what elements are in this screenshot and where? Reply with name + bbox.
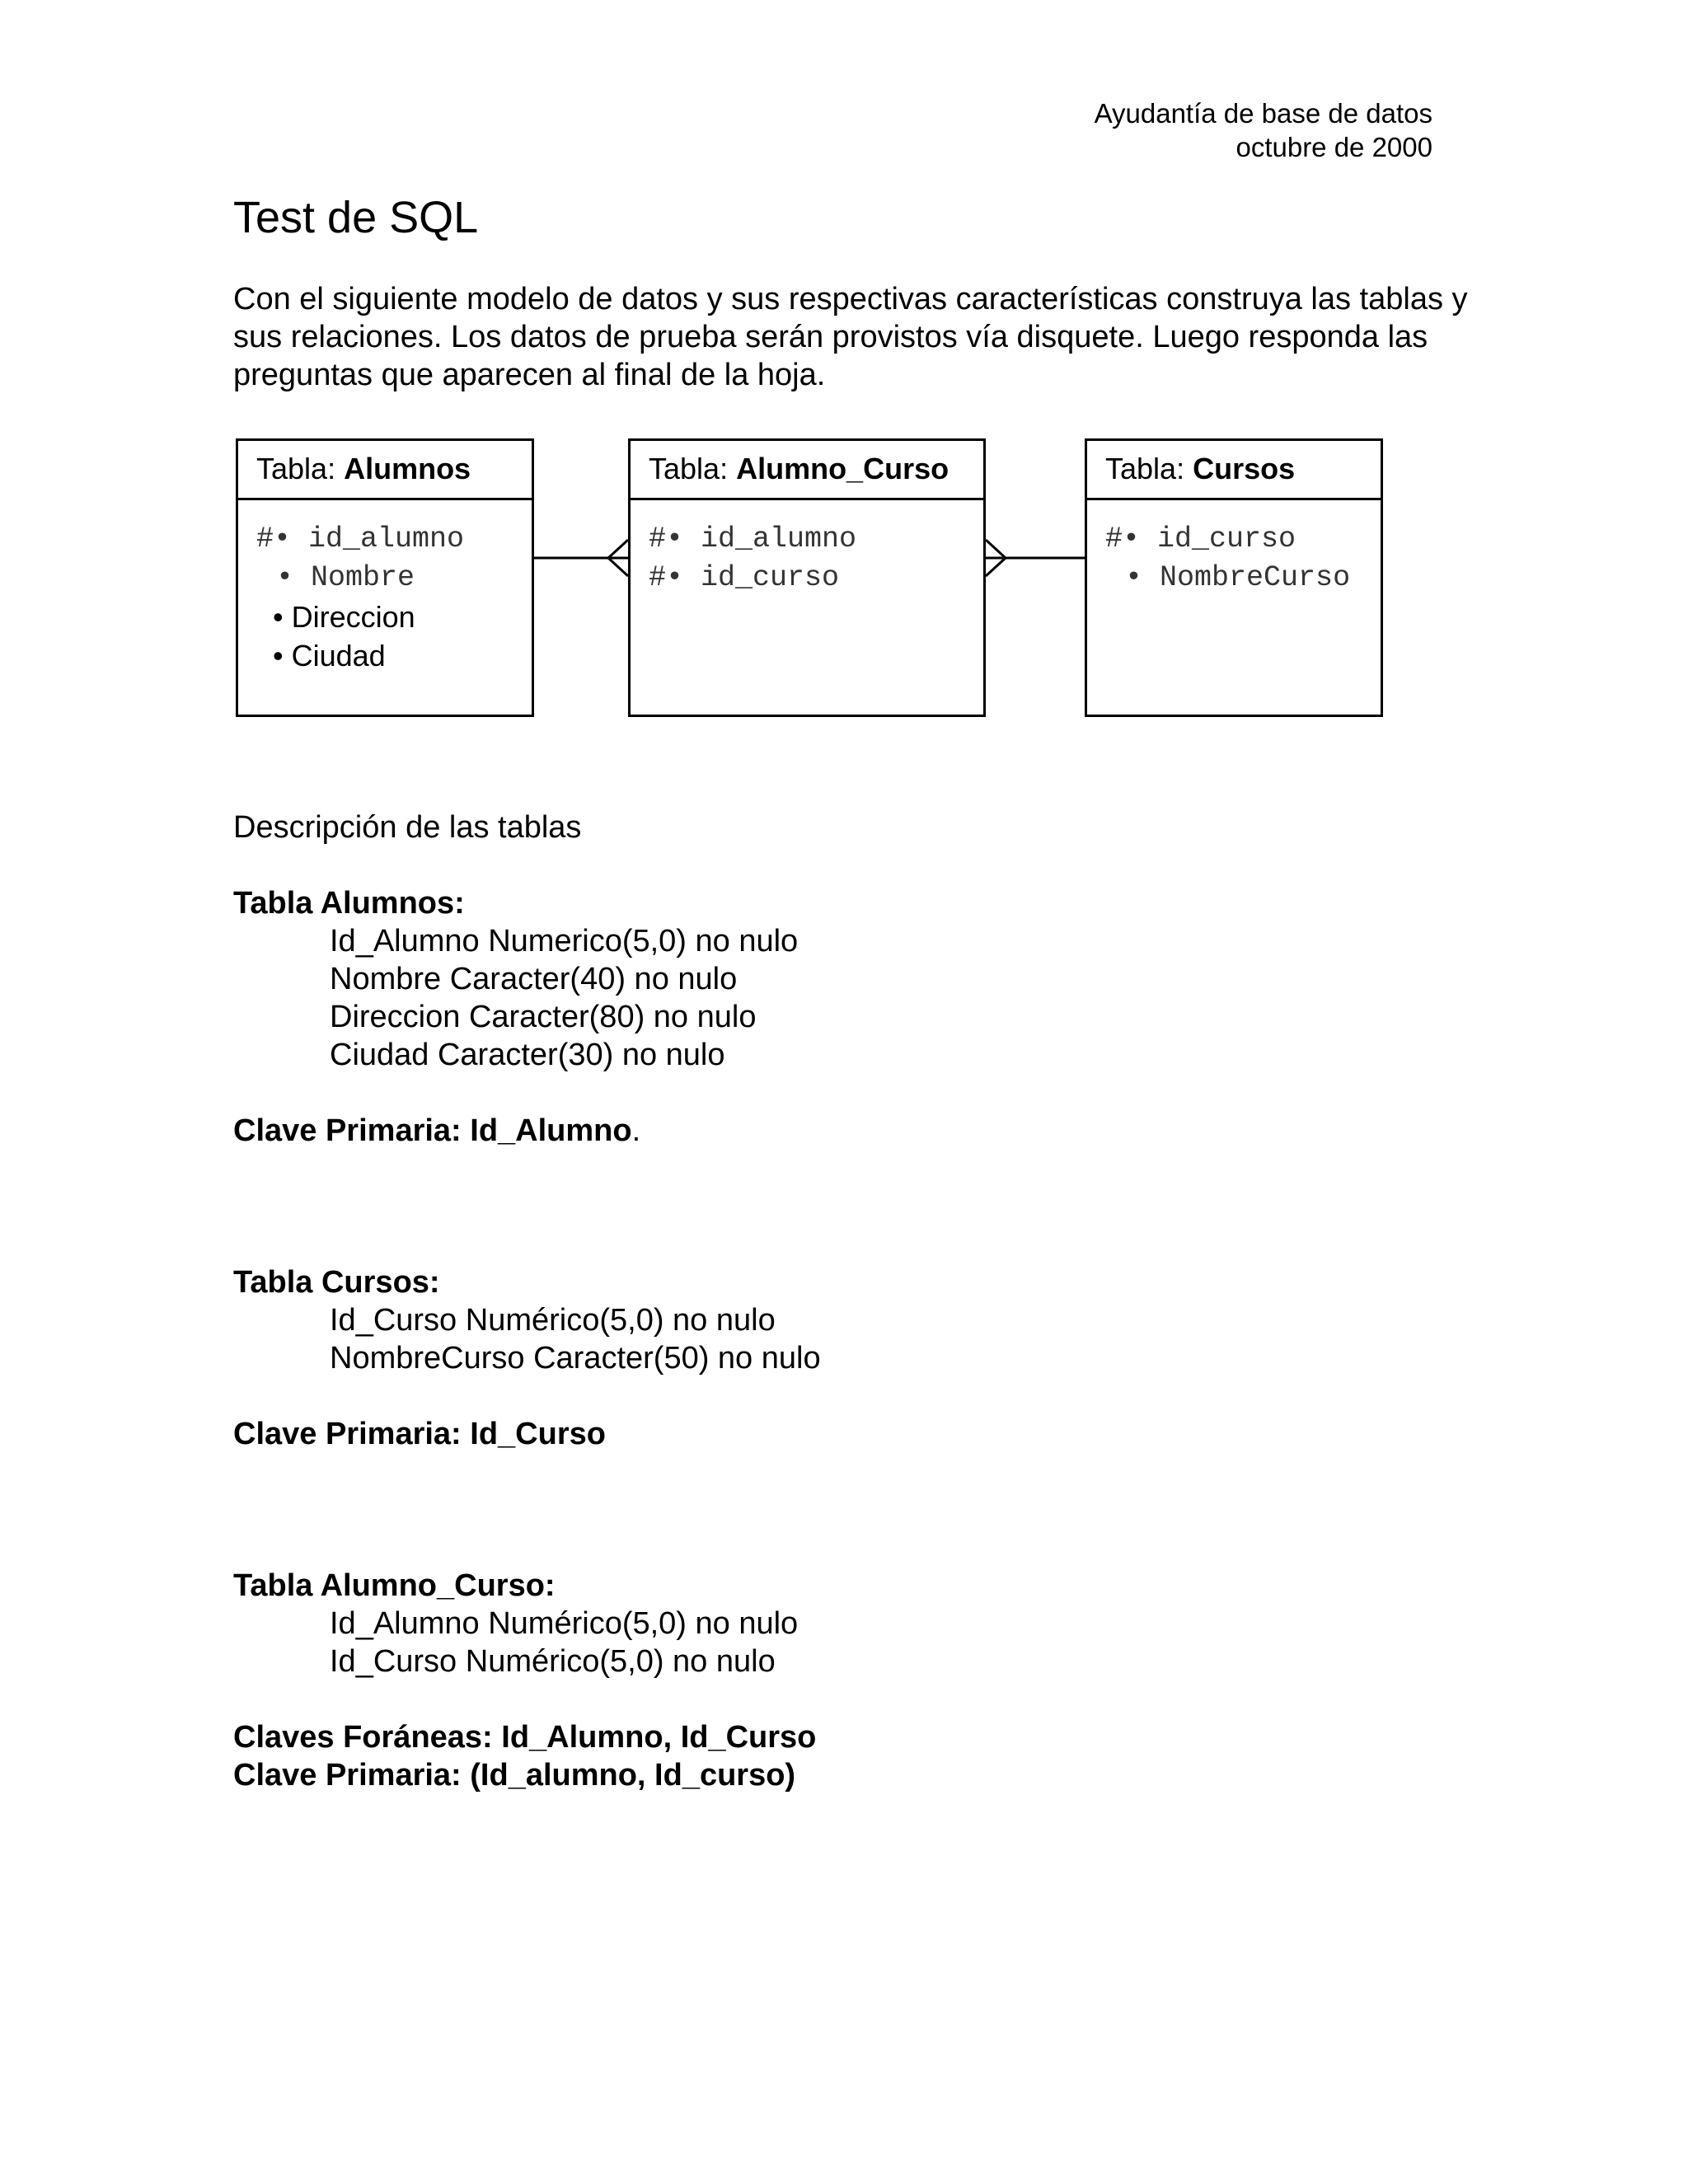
attribute-name: id_alumno [701, 523, 857, 555]
key-marker: #• [256, 523, 292, 555]
field-definition: Id_Alumno Numérico(5,0) no nulo [330, 1606, 799, 1641]
key-marker: #• [649, 523, 684, 555]
entity-header [238, 441, 532, 500]
attribute-row [649, 520, 983, 559]
entity-prefix: Tabla: [649, 452, 737, 485]
field-definition: Id_Curso Numérico(5,0) no nulo [330, 1644, 776, 1679]
attribute-row [1105, 559, 1381, 598]
crows-foot-upper [608, 540, 628, 558]
page-title: Test de SQL [233, 193, 479, 242]
entity-prefix: Tabla: [256, 452, 345, 485]
attribute-row [649, 559, 983, 598]
primary-key-suffix: . [631, 1113, 641, 1148]
entity-cursos [1085, 438, 1383, 717]
field-definition: Ciudad Caracter(30) no nulo [330, 1038, 725, 1072]
crows-foot-lower [608, 558, 628, 576]
foreign-keys-alumno-curso: Claves Foráneas: Id_Alumno, Id_Curso [233, 1720, 817, 1755]
entity-alumno-curso [628, 438, 986, 717]
attribute-name: Nombre [311, 561, 415, 594]
entity-name: Alumno_Curso [736, 452, 950, 485]
entity-prefix: Tabla: [1105, 452, 1193, 485]
attribute-row [256, 636, 532, 675]
attribute-name: Ciudad [291, 639, 386, 673]
attribute-row [256, 598, 532, 636]
attribute-marker: • [1125, 561, 1143, 594]
primary-key-cursos: Clave Primaria: Id_Curso [233, 1417, 606, 1451]
primary-key-alumnos [233, 1112, 640, 1150]
key-marker: #• [649, 561, 684, 594]
crows-foot-lower [986, 558, 1006, 576]
field-definition: Direccion Caracter(80) no nulo [330, 1000, 757, 1034]
primary-key-label: Clave Primaria: Id_Alumno [233, 1113, 632, 1148]
field-definition: Id_Alumno Numerico(5,0) no nulo [330, 924, 799, 958]
attribute-name: id_curso [1157, 523, 1296, 555]
attribute-marker: • [273, 639, 284, 673]
attribute-name: id_alumno [308, 523, 465, 555]
attribute-marker: • [273, 600, 284, 634]
entity-header [1087, 441, 1381, 500]
description-heading: Descripción de las tablas [233, 810, 582, 845]
attribute-name: id_curso [701, 561, 840, 594]
section-heading-alumno-curso: Tabla Alumno_Curso: [233, 1568, 556, 1603]
field-definition: NombreCurso Caracter(50) no nulo [330, 1341, 821, 1376]
attribute-row [256, 559, 532, 598]
attribute-row [1105, 520, 1381, 559]
crows-foot-upper [986, 540, 1006, 558]
attribute-name: Direccion [291, 600, 415, 634]
section-heading-cursos: Tabla Cursos: [233, 1265, 440, 1300]
header-course: Ayudantía de base de datos [1094, 98, 1432, 129]
intro-paragraph: Con el siguiente modelo de datos y sus respectivas características construya las tablas y sus relaciones. Los datos de prueba serán provistos vía disquete. Luego responda las preguntas que aparecen al final de la hoja. [233, 282, 1468, 392]
attribute-row [256, 520, 532, 559]
attribute-marker: • [276, 561, 294, 594]
entity-name: Alumnos [344, 452, 471, 485]
entity-header [631, 441, 983, 500]
field-definition: Nombre Caracter(40) no nulo [330, 962, 738, 996]
key-marker: #• [1105, 523, 1141, 555]
entity-alumnos [236, 438, 534, 717]
entity-name: Cursos [1193, 452, 1296, 485]
section-heading-alumnos: Tabla Alumnos: [233, 886, 465, 921]
primary-key-alumno-curso: Clave Primaria: (Id_alumno, Id_curso) [233, 1758, 796, 1793]
header-date: octubre de 2000 [1236, 132, 1432, 162]
attribute-name: NombreCurso [1160, 561, 1351, 594]
field-definition: Id_Curso Numérico(5,0) no nulo [330, 1303, 776, 1338]
